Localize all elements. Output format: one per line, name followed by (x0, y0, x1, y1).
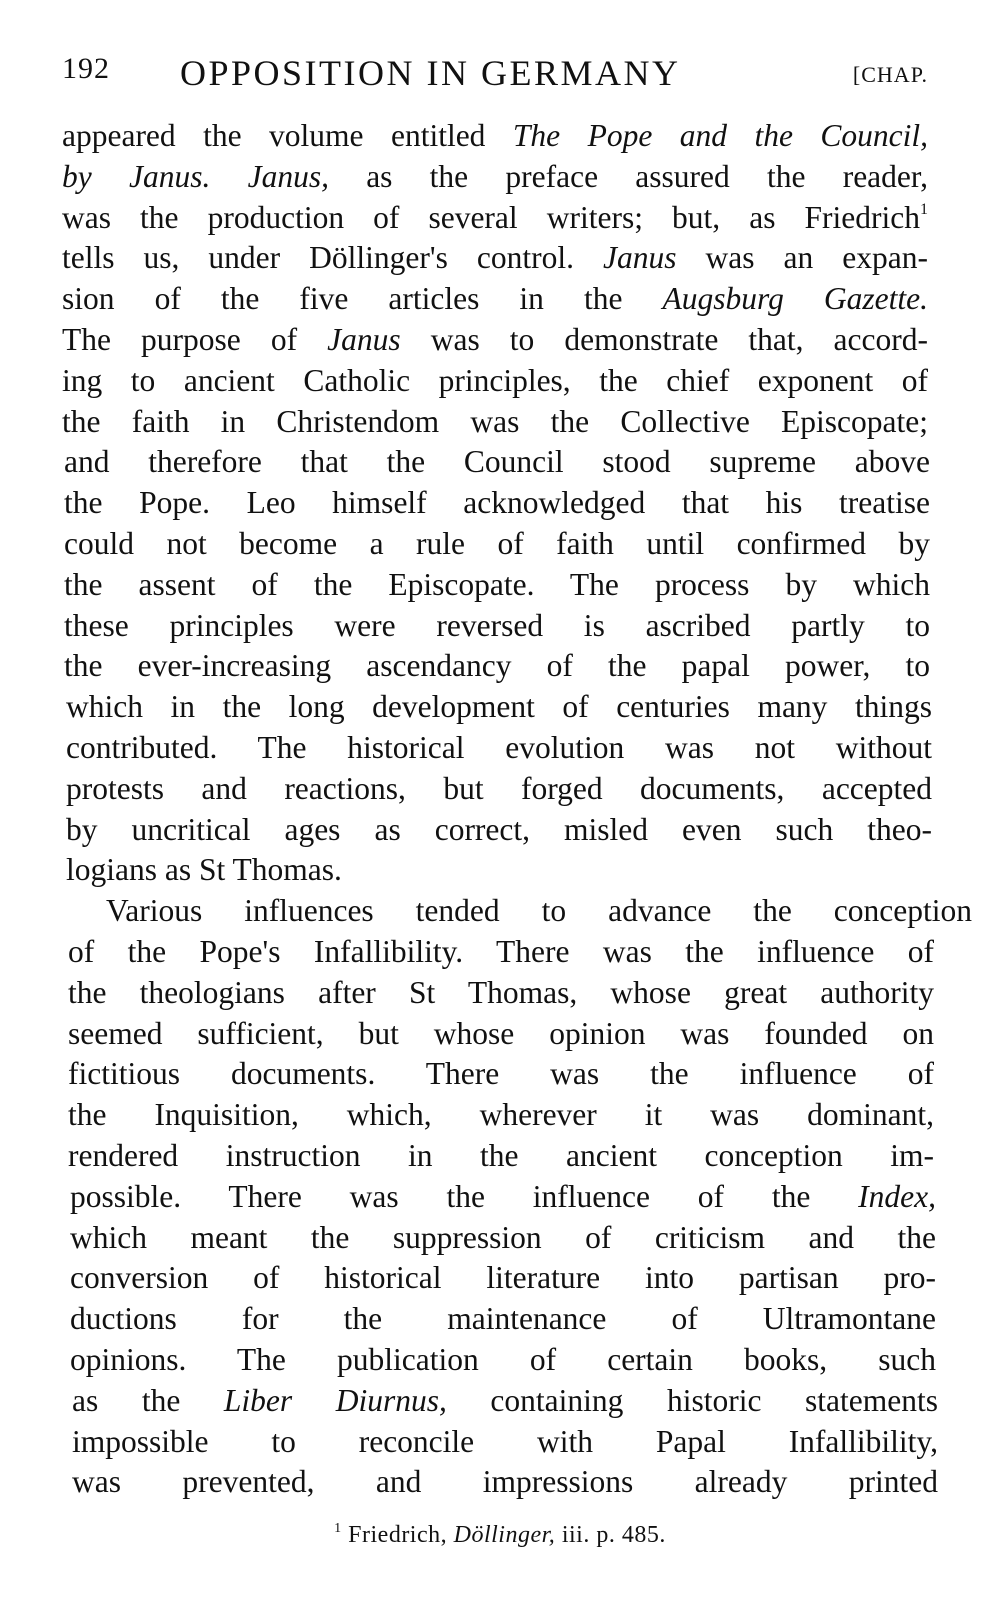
text-line (62, 157, 928, 198)
line-text: the ever-increasing ascendancy of the papal power, to (64, 648, 930, 684)
line-text: impossible to reconcile with Papal Infallibility, (72, 1423, 938, 1459)
line-text: seemed sufficient, but whose opinion was founded on (68, 1015, 934, 1051)
text-line (68, 1095, 934, 1136)
italic-text: Index, (858, 1178, 936, 1214)
text-line (68, 973, 934, 1014)
text-line (64, 606, 930, 647)
text-line (66, 891, 972, 932)
line-text: The purpose of (62, 321, 328, 357)
running-title: OPPOSITION IN GERMANY (180, 53, 681, 93)
text-line (72, 1381, 938, 1422)
line-text: tells us, under Döllinger's control. (62, 240, 603, 276)
footnote-text-before: Friedrich, (341, 1522, 454, 1548)
line-text: the theologians after St Thomas, whose great authority (68, 974, 934, 1010)
line-text: these principles were reversed is ascribed partly to (64, 607, 930, 643)
italic-text: Janus, (247, 158, 329, 194)
text-line (62, 402, 928, 443)
text-line (68, 1054, 934, 1095)
text-line (68, 1136, 934, 1177)
line-text: which meant the suppression of criticism and the (70, 1219, 936, 1255)
line-text: possible. There was the influence of the (70, 1178, 859, 1214)
line-text: as the (72, 1382, 224, 1418)
italic-text: Janus (327, 321, 401, 357)
line-text: protests and reactions, but forged documents, accepted (66, 770, 932, 806)
line-text: sion of the five articles in the (62, 281, 663, 317)
line-text: as the preface assured the reader, (328, 158, 928, 194)
footnote (0, 1522, 1000, 1549)
text-line (66, 850, 932, 891)
line-text: the Pope. Leo himself acknowledged that his treatise (64, 485, 930, 521)
text-line (64, 565, 930, 606)
line-text: the faith in Christendom was the Collective Episcopate; (62, 403, 928, 439)
text-line (64, 646, 930, 687)
text-line (66, 728, 932, 769)
text-line (70, 1218, 936, 1259)
line-text (210, 159, 247, 194)
italic-text: Augsburg Gazette. (662, 281, 928, 317)
text-line (70, 1177, 936, 1218)
line-text: could not become a rule of faith until confirmed by (64, 525, 930, 561)
text-line (70, 1258, 936, 1299)
text-line (66, 810, 932, 851)
line-text: was an expan- (676, 240, 928, 276)
line-text: was the production of several writers; but, as Friedrich (62, 199, 920, 235)
text-line (64, 483, 930, 524)
line-text: Various influences tended to advance the conception (106, 893, 972, 929)
footnote-marker: 1 (334, 1521, 342, 1536)
text-line (62, 361, 928, 402)
line-text: and therefore that the Council stood supreme above (64, 444, 930, 480)
footnote-title: Döllinger, (453, 1522, 556, 1548)
text-line (68, 1014, 934, 1055)
text-line (64, 524, 930, 565)
line-text: conversion of historical literature into partisan pro- (70, 1260, 936, 1296)
text-line (64, 442, 930, 483)
text-line (62, 116, 928, 157)
text-line (68, 932, 934, 973)
page-number: 192 (62, 52, 110, 85)
line-text: opinions. The publication of certain books, such (70, 1341, 936, 1377)
text-line (72, 1422, 938, 1463)
line-text: ductions for the maintenance of Ultramontane (70, 1301, 936, 1337)
line-text: rendered instruction in the ancient conception im- (68, 1137, 934, 1173)
text-line (66, 687, 932, 728)
line-text: was prevented, and impressions already printed (72, 1464, 938, 1500)
line-text: which in the long development of centuries many things (66, 689, 932, 725)
chapter-mark: [CHAP. (852, 62, 928, 87)
text-line (62, 198, 928, 239)
text-line (70, 1299, 936, 1340)
line-text: of the Pope's Infallibility. There was the influence of (68, 933, 934, 969)
text-line (62, 320, 928, 361)
text-line (72, 1462, 938, 1503)
line-text: the assent of the Episcopate. The process by which (64, 566, 930, 602)
line-text: ing to ancient Catholic principles, the chief exponent of (62, 362, 928, 398)
italic-text: The Pope and the Council, (512, 118, 928, 153)
running-head (62, 52, 928, 98)
body-text (62, 116, 972, 1503)
line-text: by uncritical ages as correct, misled even such theo- (66, 811, 932, 847)
text-line (70, 1340, 936, 1381)
line-text: the Inquisition, which, wherever it was dominant, (68, 1097, 934, 1133)
text-line (62, 279, 928, 320)
italic-text: Janus (603, 240, 677, 276)
line-text: contributed. The historical evolution was not without (66, 729, 932, 765)
text-line (62, 238, 928, 279)
footnote-text-after: iii. p. 485. (555, 1522, 666, 1548)
footnote-reference: 1 (920, 200, 928, 218)
line-text: containing historic statements (446, 1382, 938, 1418)
italic-text: by Janus. (62, 158, 211, 194)
line-text: was to demonstrate that, accord- (400, 321, 928, 357)
italic-text: Liber Diurnus, (223, 1382, 447, 1418)
line-text: appeared the volume entitled (62, 118, 513, 153)
line-text: fictitious documents. There was the influence of (68, 1056, 934, 1092)
text-line (66, 769, 932, 810)
line-text: logians as St Thomas. (66, 852, 342, 888)
